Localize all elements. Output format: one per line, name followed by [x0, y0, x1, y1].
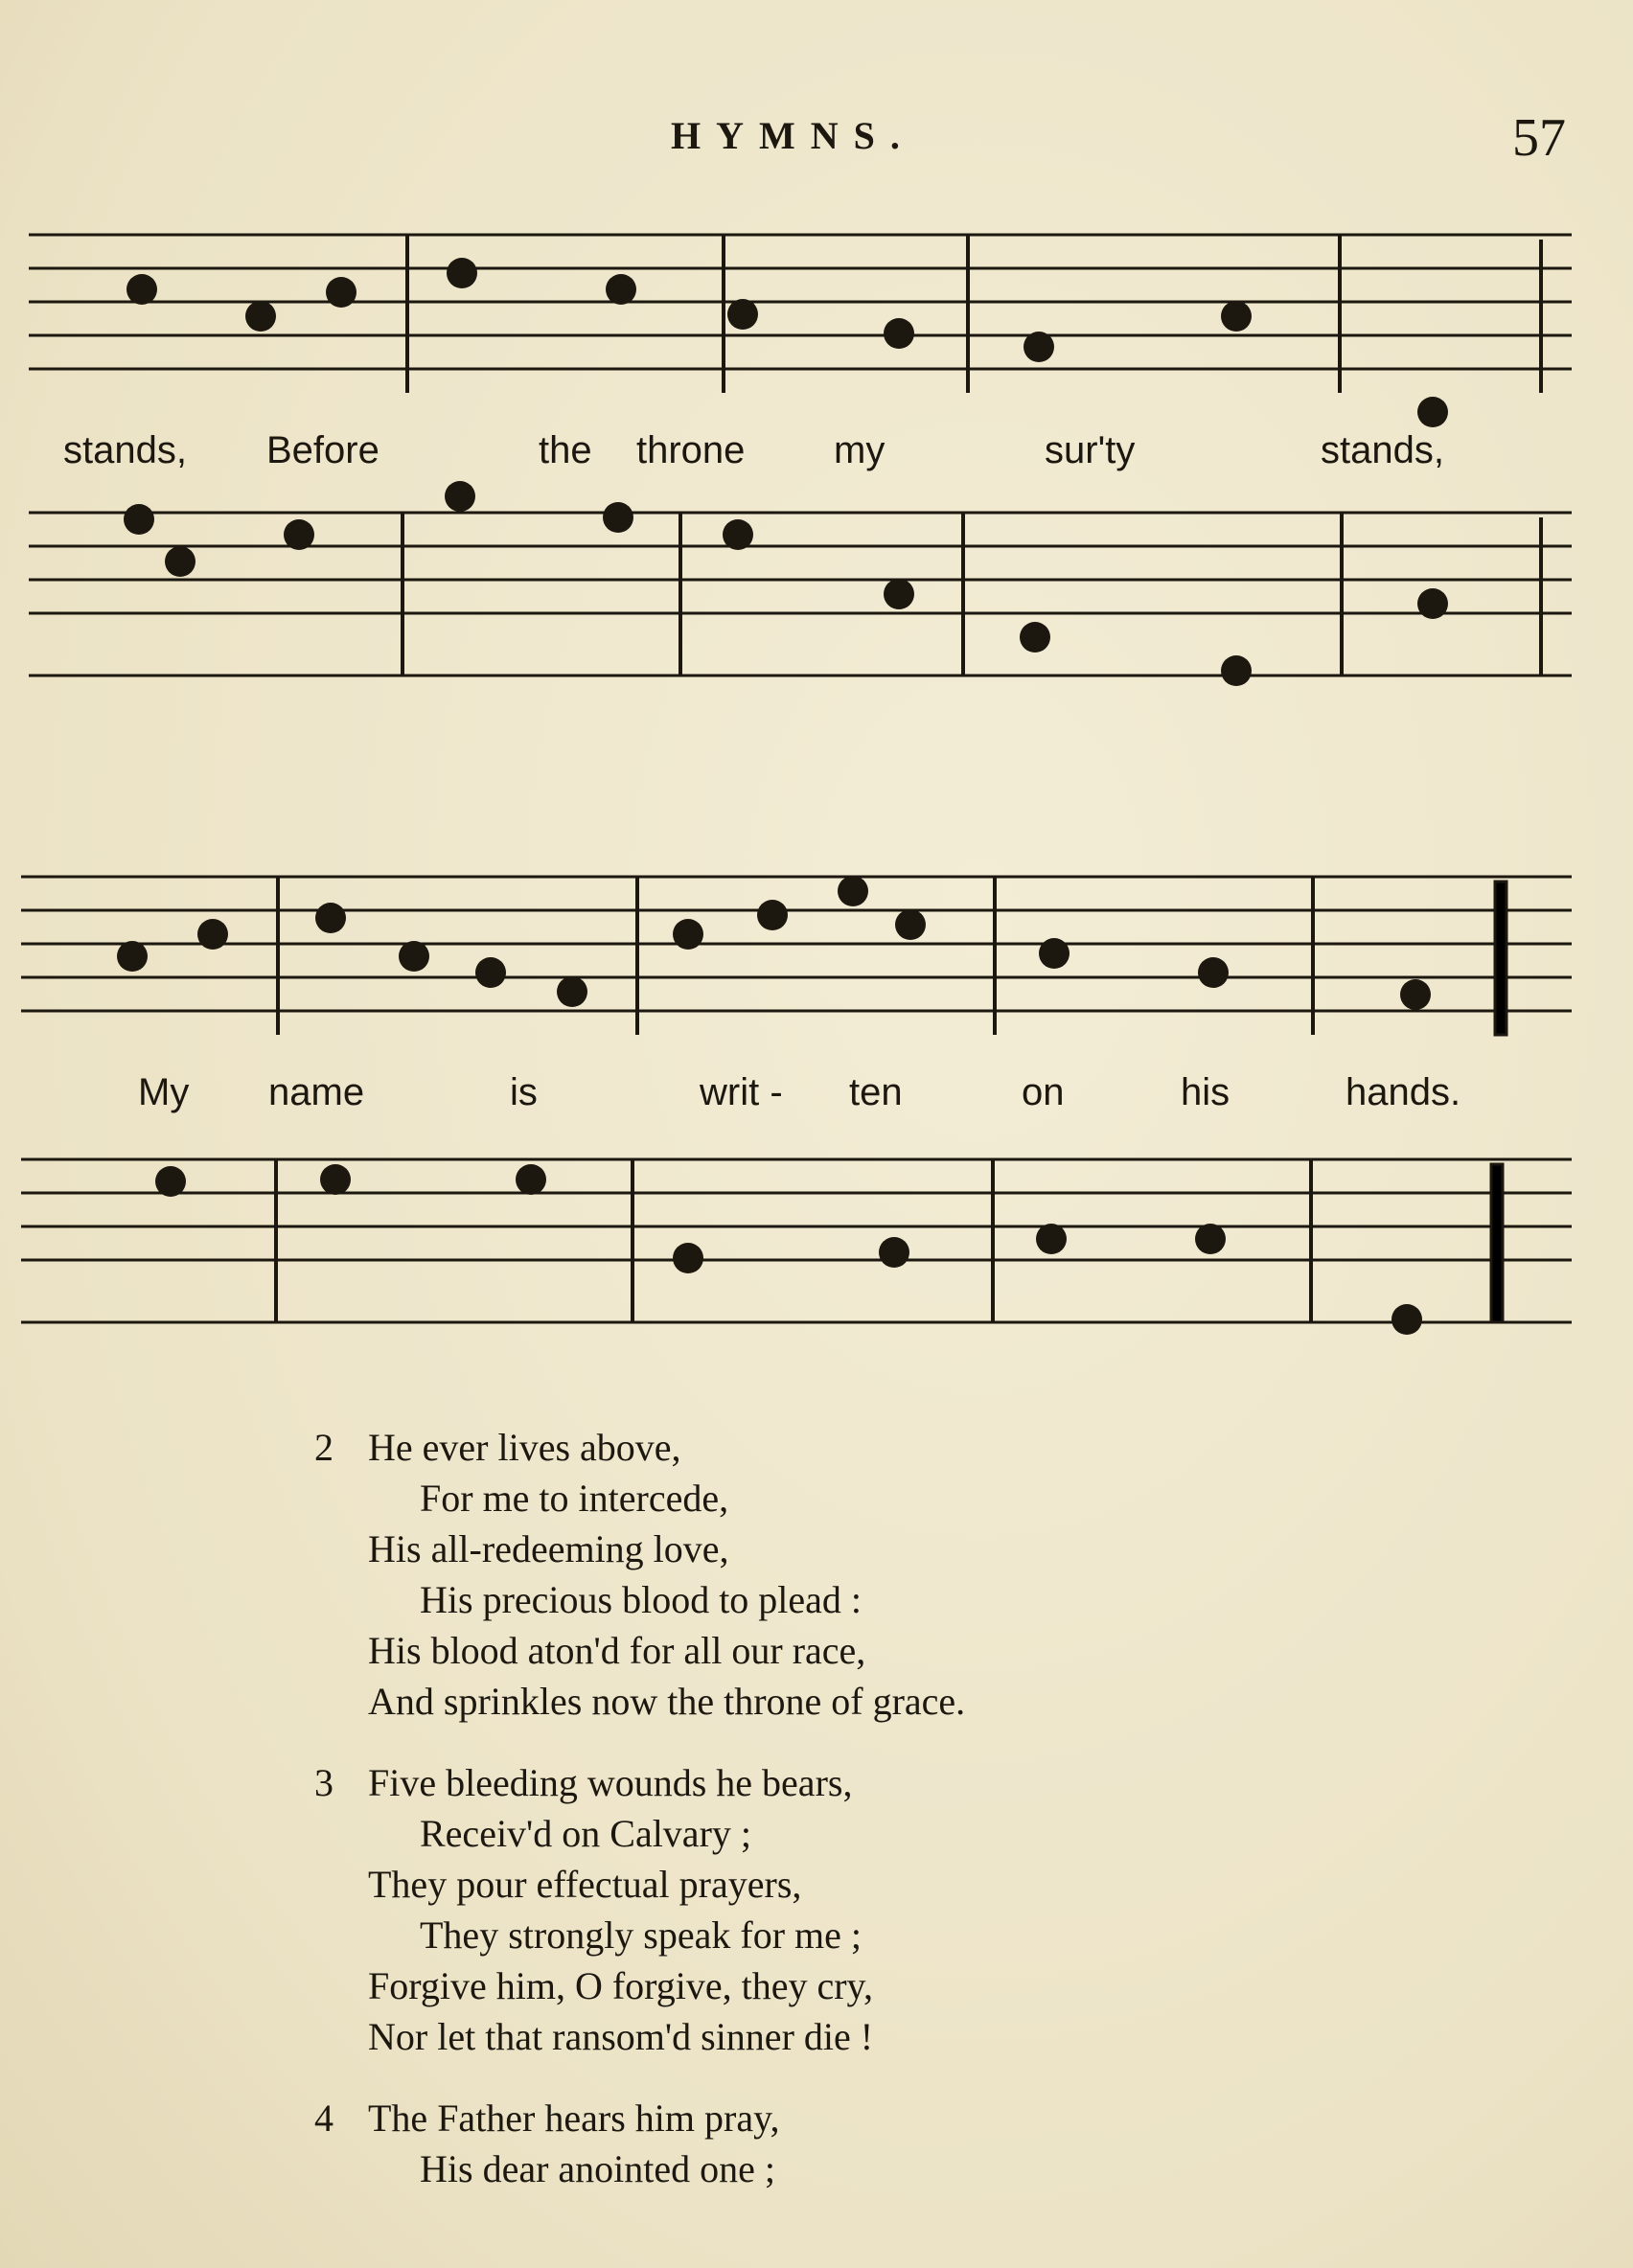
- verse-number: 2: [314, 1426, 334, 1469]
- verse-line: Nor let that ransom'd sinner die !: [368, 2015, 874, 2058]
- lyric-word: on: [1022, 1071, 1065, 1113]
- verse-line: His precious blood to plead :: [420, 1578, 862, 1621]
- verse-line: His blood aton'd for all our race,: [368, 1629, 866, 1672]
- music-staff-system-1-treble: [0, 230, 1633, 422]
- lyric-word: name: [268, 1071, 365, 1113]
- lyric-word: ten: [849, 1071, 903, 1113]
- verse-line: His all-redeeming love,: [368, 1527, 729, 1570]
- music-staff-system-2-treble: [0, 872, 1633, 1064]
- verse-3: [314, 1757, 873, 2062]
- verse-number: 4: [314, 2096, 334, 2140]
- lyric-word: my: [834, 429, 886, 471]
- verse-line: And sprinkles now the throne of grace.: [368, 1680, 966, 1723]
- verse-line: Receiv'd on Calvary ;: [420, 1812, 751, 1855]
- verse-2: [314, 1422, 965, 1727]
- page-number: 57: [1512, 108, 1566, 168]
- verse-number: 3: [314, 1761, 334, 1804]
- lyric-word: writ -: [700, 1071, 783, 1113]
- verse-line: His dear anointed one ;: [420, 2147, 775, 2190]
- lyric-word: the: [539, 429, 592, 471]
- lyric-word: stands,: [63, 429, 187, 471]
- running-title: HYMNS.: [671, 114, 915, 157]
- verse-line: 4 The Father hears him pray,: [314, 2093, 779, 2143]
- verse-line: For me to intercede,: [420, 1477, 729, 1520]
- verse-line: They strongly speak for me ;: [420, 1913, 862, 1957]
- verse-line: They pour effectual prayers,: [368, 1863, 802, 1906]
- lyric-word: Before: [266, 429, 380, 471]
- lyric-word: sur'ty: [1045, 429, 1136, 471]
- lyric-word: is: [510, 1071, 538, 1113]
- lyric-word: hands.: [1346, 1071, 1461, 1113]
- verse-4: [314, 2093, 779, 2194]
- verse-line: 3 Five bleeding wounds he bears,: [314, 1757, 873, 1808]
- verse-line: 2 He ever lives above,: [314, 1422, 965, 1473]
- verse-line: Forgive him, O forgive, they cry,: [368, 1964, 873, 2007]
- lyric-word: My: [138, 1071, 190, 1113]
- music-staff-system-1-bass: [0, 508, 1633, 699]
- lyric-word: his: [1181, 1071, 1230, 1113]
- music-staff-system-2-bass: [0, 1155, 1633, 1337]
- lyric-word: stands,: [1321, 429, 1444, 471]
- lyric-word: throne: [636, 429, 746, 471]
